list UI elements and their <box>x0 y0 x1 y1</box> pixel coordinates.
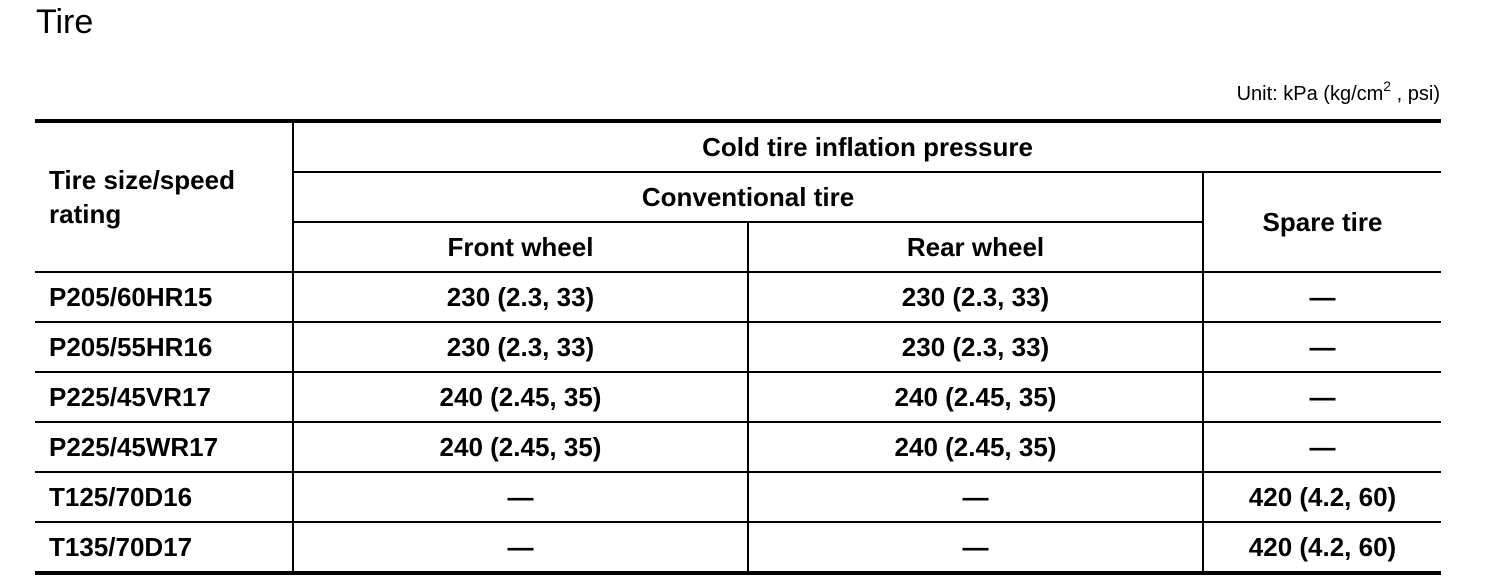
unit-note-superscript: 2 <box>1383 78 1392 94</box>
unit-note <box>1237 80 1440 108</box>
cell-rear-wheel: — <box>748 472 1203 522</box>
cell-tire-size: T125/70D16 <box>35 472 293 522</box>
cell-rear-wheel: 230 (2.3, 33) <box>748 322 1203 372</box>
table-row <box>35 372 1441 422</box>
header-cold-inflation-pressure: Cold tire inflation pressure <box>293 121 1441 172</box>
header-conventional-tire: Conventional tire <box>293 172 1203 222</box>
header-row-1 <box>35 121 1441 172</box>
cell-rear-wheel: 230 (2.3, 33) <box>748 272 1203 322</box>
cell-tire-size: P225/45WR17 <box>35 422 293 472</box>
cell-spare-tire: — <box>1203 272 1441 322</box>
unit-note-suffix: , psi) <box>1391 83 1440 105</box>
cell-front-wheel: 230 (2.3, 33) <box>293 272 748 322</box>
header-spare-tire: Spare tire <box>1203 172 1441 272</box>
cell-spare-tire: — <box>1203 422 1441 472</box>
cell-tire-size: P205/55HR16 <box>35 322 293 372</box>
cell-tire-size: P205/60HR15 <box>35 272 293 322</box>
table-row <box>35 272 1441 322</box>
cell-front-wheel: 240 (2.45, 35) <box>293 372 748 422</box>
cell-tire-size: T135/70D17 <box>35 522 293 573</box>
cell-front-wheel: 240 (2.45, 35) <box>293 422 748 472</box>
unit-note-prefix: Unit: kPa (kg/cm <box>1236 83 1384 105</box>
cell-spare-tire: 420 (4.2, 60) <box>1203 472 1441 522</box>
table-row <box>35 472 1441 522</box>
cell-rear-wheel: 240 (2.45, 35) <box>748 372 1203 422</box>
cell-spare-tire: — <box>1203 322 1441 372</box>
cell-front-wheel: 230 (2.3, 33) <box>293 322 748 372</box>
cell-rear-wheel: — <box>748 522 1203 573</box>
table-row <box>35 422 1441 472</box>
cell-rear-wheel: 240 (2.45, 35) <box>748 422 1203 472</box>
page-title: Tire <box>36 3 94 41</box>
header-rear-wheel: Rear wheel <box>748 222 1203 272</box>
table-row <box>35 322 1441 372</box>
cell-front-wheel: — <box>293 472 748 522</box>
cell-spare-tire: 420 (4.2, 60) <box>1203 522 1441 573</box>
header-tire-size: Tire size/speed rating <box>49 165 235 229</box>
cell-spare-tire: — <box>1203 372 1441 422</box>
cell-front-wheel: — <box>293 522 748 573</box>
header-front-wheel: Front wheel <box>293 222 748 272</box>
table-row <box>35 522 1441 573</box>
cell-tire-size: P225/45VR17 <box>35 372 293 422</box>
tire-pressure-table <box>35 119 1441 575</box>
